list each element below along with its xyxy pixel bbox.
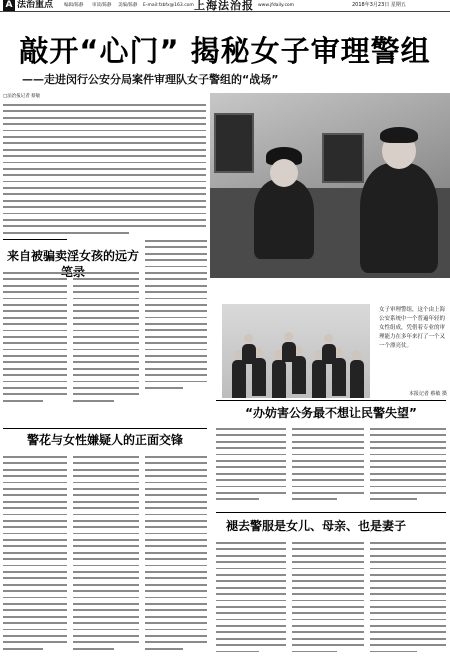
group-photo — [222, 304, 370, 398]
column-1-text — [3, 272, 67, 406]
column-2-text — [73, 272, 139, 406]
website-url: www.jfdaily.com — [258, 3, 295, 8]
subheadline: ——走进闵行公安分局案件审理队女子警组的“战场” — [22, 73, 279, 86]
column-12-text — [370, 542, 446, 657]
column-6-text — [370, 428, 446, 505]
photo-credit: 本报记者 蔡敏 摄 — [408, 391, 447, 397]
column-10-text — [216, 542, 286, 657]
email: E-mail:fzbfx@163.com — [143, 3, 194, 8]
photo-caption: 女子审理警组，这个由上海公安系统中一个普遍年轻的女性组成，凭借着专业的审理能力在多年来打了一个又一个漂亮仗。 — [379, 307, 446, 349]
column-9-text — [145, 456, 207, 654]
section-title-left-2: 警花与女性嫌疑人的正面交锋 — [26, 433, 183, 447]
monitor-left — [214, 113, 254, 173]
masthead — [0, 0, 450, 12]
issue-date: 2018年3月23日 星期五 — [352, 2, 406, 8]
section-title-left: 来自被骗卖淫女孩的远方 — [6, 249, 139, 263]
column-8-text — [73, 456, 139, 654]
monitor-right — [322, 133, 364, 183]
section-title-bottom: 褪去警服是女儿、母亲、也是妻子 — [225, 519, 406, 533]
officer-right — [360, 163, 438, 273]
main-photo — [210, 93, 450, 278]
section-title-mid: “办妨害公务最不想让民警失望” — [245, 406, 417, 420]
byline: □法治报记者 蔡敏 — [3, 94, 41, 99]
reviewer-credit: 审读/陈静 — [92, 3, 112, 8]
officer-left — [254, 179, 314, 259]
column-5-text — [292, 428, 364, 505]
section-name: 法治重点 — [17, 0, 54, 10]
column-7-text — [3, 456, 67, 654]
headline: 敲开“心门” 揭秘女子审理警组 — [19, 34, 431, 68]
editor-credit: 编辑/陈静 — [64, 3, 84, 8]
page-letter: A — [3, 0, 15, 11]
column-4-text — [216, 428, 286, 505]
column-3-text — [145, 240, 207, 393]
lead-paragraph — [3, 104, 206, 238]
newspaper-logo: 上海法治报 — [194, 0, 254, 12]
designer-credit: 美编/陈静 — [118, 3, 138, 8]
column-11-text — [292, 542, 364, 657]
